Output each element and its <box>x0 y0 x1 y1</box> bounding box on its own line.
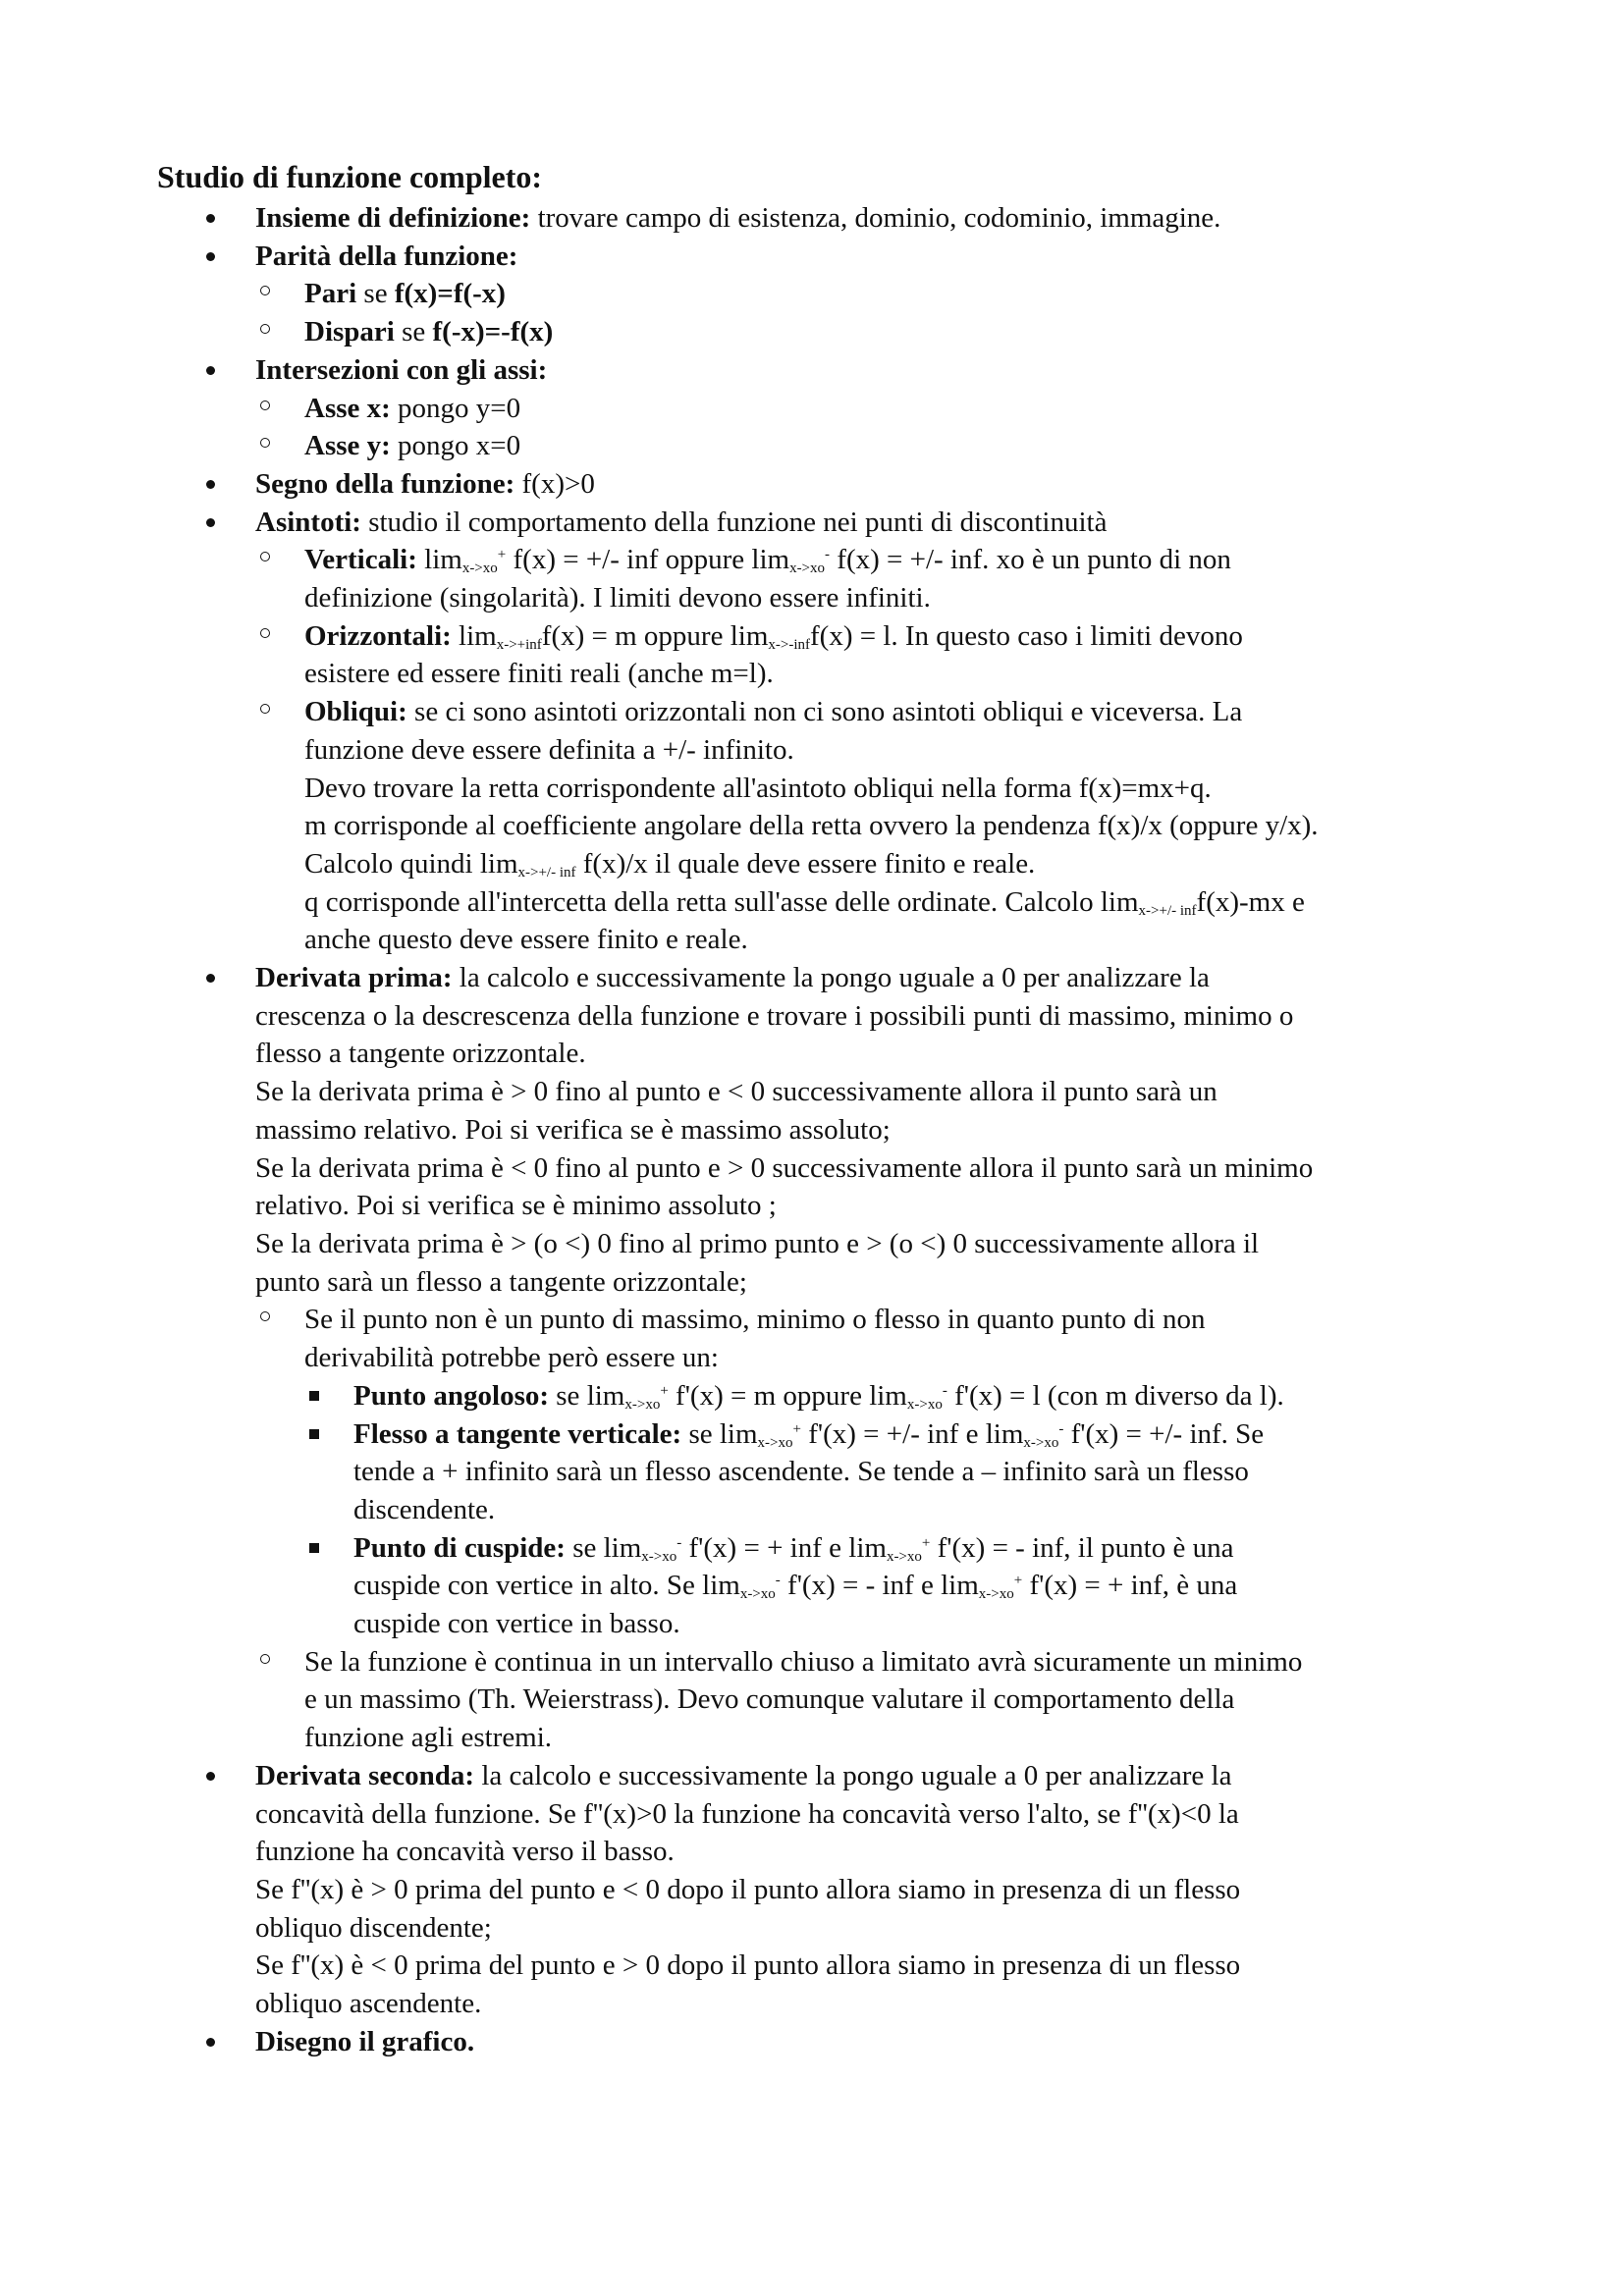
text: pongo y=0 <box>390 392 521 424</box>
bullet-marker <box>206 2023 236 2060</box>
lim-subscript: x->xo <box>886 1548 922 1565</box>
text-line: massimo relativo. Poi si verifica se è massimo assoluto; <box>255 1113 891 1146</box>
bold-formula: f(-x)=-f(x) <box>432 316 554 348</box>
circle-marker <box>260 313 290 350</box>
bullet-marker <box>206 238 236 275</box>
text-line: funzione ha concavità verso il basso. <box>255 1836 675 1868</box>
text: f(x)/x il quale deve essere finito e reale. <box>575 847 1036 880</box>
text-line: Se f''(x) è > 0 prima del punto e < 0 dopo il punto allora siamo in presenza di un flesso <box>255 1873 1241 1905</box>
superscript: + <box>792 1420 801 1437</box>
text-line: funzione deve essere definita a +/- infinito. <box>304 733 794 766</box>
sub-bullet-verticali <box>304 541 1492 616</box>
bullet-marker <box>206 504 236 541</box>
text-line: definizione (singolarità). I limiti devono essere infiniti. <box>304 582 931 614</box>
text-line: e un massimo (Th. Weierstrass). Devo comunque valutare il comportamento della <box>304 1683 1235 1716</box>
square-marker <box>309 1529 339 1567</box>
text: f'(x) = +/- inf. Se <box>1063 1417 1265 1450</box>
bold-heading: Intersezioni con gli assi: <box>255 353 548 386</box>
lim-subscript: x->xo <box>461 561 498 577</box>
bullet-derivata-prima <box>255 959 1492 1301</box>
lim-subscript: x->xo <box>978 1586 1014 1603</box>
text-line: tende a + infinito sarà un flesso ascendente. Se tende a – infinito sarà un flesso <box>353 1456 1249 1488</box>
text-line: esistere ed essere finiti reali (anche m=l). <box>304 658 774 690</box>
text-line: m corrisponde al coefficiente angolare della retta ovvero la pendenza f(x)/x (oppure y/x). <box>304 810 1319 842</box>
lim: lim <box>1100 885 1139 918</box>
sub-sub-bullet-punto-angoloso <box>353 1377 1492 1415</box>
sub-bullet-orizzontali <box>304 617 1492 693</box>
text: se <box>356 278 395 310</box>
text: cuspide con vertice in alto. Se <box>353 1570 703 1602</box>
bullet-marker <box>206 959 236 996</box>
text: la calcolo e successivamente la pongo uguale a 0 per analizzare la <box>452 962 1210 994</box>
sub-sub-bullet-flesso-verticale <box>353 1415 1492 1529</box>
bold-heading: Derivata prima: <box>255 962 453 994</box>
lim-subscript: x->+/- inf <box>1138 902 1197 919</box>
bold-term: Flesso a tangente verticale: <box>353 1417 682 1450</box>
superscript: - <box>1058 1420 1064 1437</box>
sub-bullet-dispari <box>304 313 1492 351</box>
bullet-asintoti <box>255 504 1492 542</box>
lim: lim <box>479 847 518 880</box>
lim: lim <box>730 619 769 652</box>
text: f'(x) = l (con m diverso da l). <box>947 1379 1284 1412</box>
bold-heading: Disegno il grafico. <box>255 2025 475 2057</box>
text: se <box>549 1379 587 1412</box>
text-line: discendente. <box>353 1493 496 1525</box>
lim: lim <box>603 1531 642 1564</box>
lim-subscript: x->xo <box>641 1548 677 1565</box>
lim: lim <box>869 1379 907 1412</box>
lim-subscript: x->xo <box>906 1396 943 1413</box>
text: la calcolo e successivamente la pongo uguale a 0 per analizzare la <box>474 1759 1232 1791</box>
bold-heading: Segno della funzione: <box>255 467 515 500</box>
bullet-segno <box>255 465 1492 504</box>
square-marker <box>309 1415 339 1453</box>
circle-marker <box>260 693 290 730</box>
bold-term: Obliqui: <box>304 696 407 728</box>
bullet-marker <box>206 1757 236 1794</box>
sub-bullet-asse-x <box>304 390 1492 428</box>
circle-marker <box>260 275 290 312</box>
text-line: punto sarà un flesso a tangente orizzontale; <box>255 1265 747 1298</box>
bold-term: Asse y: <box>304 430 391 462</box>
text: f(x)>0 <box>514 467 595 500</box>
lim: lim <box>586 1379 625 1412</box>
superscript: + <box>660 1382 669 1399</box>
bullet-grafico <box>255 2023 1492 2061</box>
lim-subscript: x->-inf <box>768 636 811 653</box>
text-line: concavità della funzione. Se f''(x)>0 la funzione ha concavità verso l'alto, se f''(x)<0 la <box>255 1797 1239 1830</box>
text: f'(x) = - inf, il punto è una <box>930 1531 1234 1564</box>
text: se ci sono asintoti orizzontali non ci sono asintoti obliqui e viceversa. La <box>406 696 1243 728</box>
circle-marker <box>260 390 290 427</box>
circle-marker <box>260 541 290 578</box>
lim-subscript: x->xo <box>1023 1434 1059 1451</box>
text: Calcolo quindi <box>304 847 480 880</box>
text-line: Se f''(x) è < 0 prima del punto e > 0 dopo il punto allora siamo in presenza di un flesso <box>255 1949 1241 1982</box>
text: f(x)-mx e <box>1196 885 1305 918</box>
text-line: anche questo deve essere finito e reale. <box>304 924 748 956</box>
lim: lim <box>751 544 790 576</box>
sub-bullet-obliqui <box>304 693 1492 959</box>
superscript: + <box>921 1534 931 1551</box>
lim: lim <box>985 1417 1024 1450</box>
lim-subscript: x->+inf <box>496 636 542 653</box>
lim-subscript: x->xo <box>739 1586 776 1603</box>
text: f'(x) = +/- inf e <box>800 1417 986 1450</box>
lim-subscript: x->+/- inf <box>517 864 576 881</box>
text: studio il comportamento della funzione nei punti di discontinuità <box>360 506 1108 538</box>
text-line: crescenza o la descrescenza della funzione e trovare i possibili punti di massimo, minimo o <box>255 999 1294 1032</box>
lim: lim <box>941 1570 979 1602</box>
text: se <box>394 316 433 348</box>
sub-bullet-weierstrass <box>304 1643 1492 1757</box>
lim-subscript: x->xo <box>624 1396 661 1413</box>
bullet-marker <box>206 351 236 389</box>
sub-sub-bullet-cuspide <box>353 1529 1492 1643</box>
sub-bullet-asse-y <box>304 427 1492 465</box>
bold-term: Verticali: <box>304 544 417 576</box>
text-line: funzione agli estremi. <box>304 1722 553 1754</box>
bold-term: Asse x: <box>304 392 391 424</box>
text: f'(x) = + inf, è una <box>1022 1570 1238 1602</box>
text: f'(x) = m oppure <box>668 1379 870 1412</box>
bullet-derivata-seconda <box>255 1757 1492 2023</box>
text-line: obliquo ascendente. <box>255 1988 482 2020</box>
text: f'(x) = - inf e <box>780 1570 942 1602</box>
circle-marker <box>260 1301 290 1338</box>
text-line: obliquo discendente; <box>255 1911 492 1944</box>
bold-heading: Derivata seconda: <box>255 1759 475 1791</box>
lim: lim <box>719 1417 758 1450</box>
bold-heading: Insieme di definizione: <box>255 202 531 234</box>
text-line: Devo trovare la retta corrispondente all'asintoto obliqui nella forma f(x)=mx+q. <box>304 772 1212 804</box>
text-line: Se il punto non è un punto di massimo, minimo o flesso in quanto punto di non <box>304 1304 1206 1336</box>
lim-subscript: x->xo <box>757 1434 793 1451</box>
sub-bullet-non-derivabilita <box>304 1301 1492 1376</box>
bullet-intersezioni <box>255 351 1492 390</box>
bold-term: Pari <box>304 278 357 310</box>
bold-term: Dispari <box>304 316 395 348</box>
superscript: - <box>825 547 831 563</box>
superscript: - <box>942 1382 947 1399</box>
lim-subscript: x->xo <box>789 561 826 577</box>
bullet-text: trovare campo di esistenza, dominio, codominio, immagine. <box>530 202 1221 234</box>
bold-heading: Parità della funzione: <box>255 240 518 272</box>
text-line: Se la derivata prima è > (o <) 0 fino al primo punto e > (o <) 0 successivamente allora il <box>255 1227 1260 1259</box>
circle-marker <box>260 1643 290 1681</box>
superscript: + <box>1013 1573 1023 1589</box>
text: f(x) = m oppure <box>541 619 730 652</box>
text-line: cuspide con vertice in basso. <box>353 1608 680 1640</box>
lim: lim <box>459 619 497 652</box>
circle-marker <box>260 617 290 655</box>
superscript: - <box>775 1573 781 1589</box>
page-title: Studio di funzione completo: <box>157 159 543 194</box>
bold-term: Orizzontali: <box>304 619 452 652</box>
sub-bullet-pari <box>304 275 1492 313</box>
bullet-parita <box>255 238 1492 276</box>
bold-formula: f(x)=f(-x) <box>394 278 506 310</box>
text: q corrisponde all'intercetta della retta sull'asse delle ordinate. Calcolo <box>304 885 1101 918</box>
superscript: - <box>676 1534 682 1551</box>
text-line: derivabilità potrebbe però essere un: <box>304 1342 719 1374</box>
text-line: Se la derivata prima è > 0 fino al punto e < 0 successivamente allora il punto sarà un <box>255 1076 1217 1108</box>
text: f(x) = l. In questo caso i limiti devono <box>810 619 1243 652</box>
bold-term: Punto angoloso: <box>353 1379 550 1412</box>
superscript: + <box>497 547 507 563</box>
text: f(x) = +/- inf oppure <box>506 544 752 576</box>
text: pongo x=0 <box>390 430 521 462</box>
text: se <box>681 1417 720 1450</box>
lim: lim <box>424 544 462 576</box>
document-body <box>255 199 1492 2060</box>
text: f(x) = +/- inf. xo è un punto di non <box>830 544 1231 576</box>
text-line: flesso a tangente orizzontale. <box>255 1038 586 1070</box>
bold-term: Punto di cuspide: <box>353 1531 566 1564</box>
bullet-marker <box>206 199 236 237</box>
lim: lim <box>702 1570 740 1602</box>
bullet-insieme-definizione <box>255 199 1492 238</box>
circle-marker <box>260 427 290 464</box>
square-marker <box>309 1377 339 1415</box>
text: f'(x) = + inf e <box>681 1531 849 1564</box>
text-line: relativo. Poi si verifica se è minimo assoluto ; <box>255 1190 777 1222</box>
bold-heading: Asintoti: <box>255 506 361 538</box>
lim: lim <box>848 1531 887 1564</box>
text-line: Se la derivata prima è < 0 fino al punto e > 0 successivamente allora il punto sarà un minimo <box>255 1151 1314 1184</box>
text: se <box>565 1531 604 1564</box>
text-line: Se la funzione è continua in un intervallo chiuso a limitato avrà sicuramente un minimo <box>304 1645 1303 1678</box>
bullet-marker <box>206 465 236 503</box>
